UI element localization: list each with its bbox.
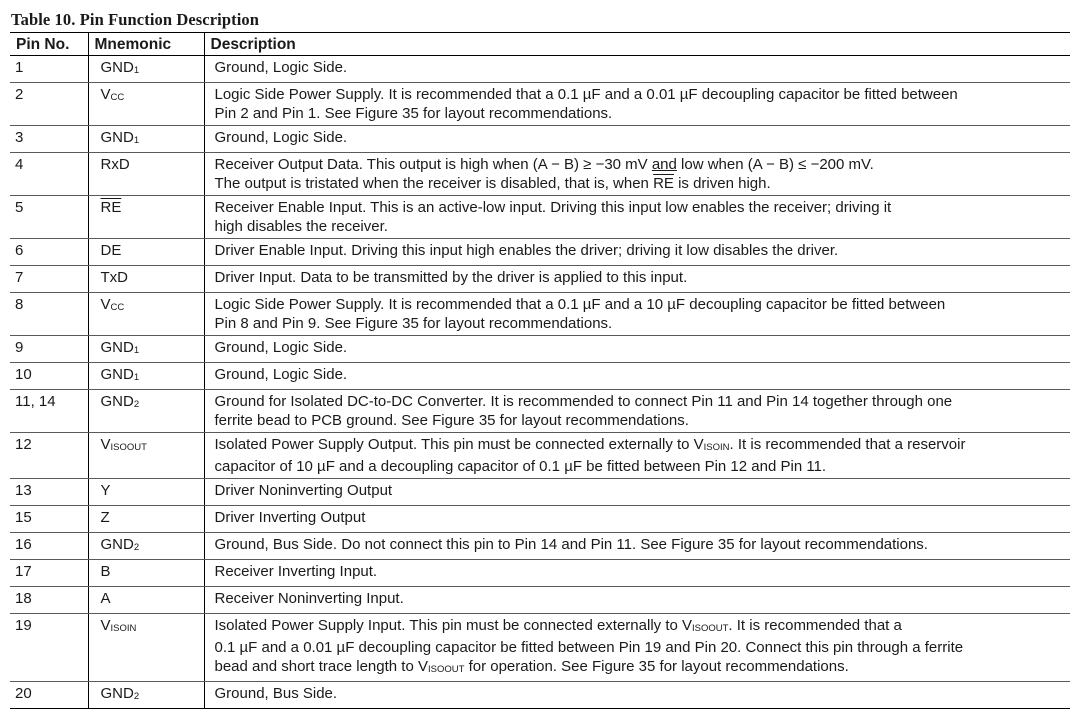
- mnemonic: TxD: [88, 266, 204, 293]
- mnemonic: GND2: [88, 390, 204, 433]
- table-row: [10, 682, 1070, 709]
- table-row: [10, 266, 1070, 293]
- pin-number: 9: [10, 336, 88, 363]
- description: Ground, Logic Side.: [204, 336, 1070, 363]
- pin-number: 20: [10, 682, 88, 709]
- mnemonic: RxD: [88, 153, 204, 196]
- mnemonic: GND2: [88, 682, 204, 709]
- table-row: [10, 153, 1070, 196]
- pin-number: 11, 14: [10, 390, 88, 433]
- mnemonic: B: [88, 560, 204, 587]
- mnemonic: GND1: [88, 363, 204, 390]
- table-row: [10, 363, 1070, 390]
- table-row: [10, 479, 1070, 506]
- pin-number: 3: [10, 126, 88, 153]
- description: Logic Side Power Supply. It is recommended that a 0.1 µF and a 0.01 µF decoupling capacitor be fitted between Pin 2 and Pin 1. See Figure 35 for layout recommendations.: [204, 83, 1070, 126]
- mnemonic: GND1: [88, 336, 204, 363]
- description: Logic Side Power Supply. It is recommended that a 0.1 µF and a 10 µF decoupling capacitor be fitted between Pin 8 and Pin 9. See Figure 35 for layout recommendations.: [204, 293, 1070, 336]
- pin-number: 12: [10, 433, 88, 479]
- table-row: [10, 56, 1070, 83]
- table-row: [10, 506, 1070, 533]
- pin-number: 2: [10, 83, 88, 126]
- pin-number: 8: [10, 293, 88, 336]
- mnemonic: GND1: [88, 56, 204, 83]
- mnemonic: VCC: [88, 83, 204, 126]
- mnemonic: Z: [88, 506, 204, 533]
- mnemonic: DE: [88, 239, 204, 266]
- table-row: [10, 587, 1070, 614]
- description: Ground, Logic Side.: [204, 56, 1070, 83]
- mnemonic: VISOOUT: [88, 433, 204, 479]
- description: Ground, Logic Side.: [204, 126, 1070, 153]
- description: Driver Enable Input. Driving this input high enables the driver; driving it low disables the driver.: [204, 239, 1070, 266]
- pin-number: 18: [10, 587, 88, 614]
- table-caption: Table 10. Pin Function Description: [11, 10, 260, 29]
- description: Isolated Power Supply Output. This pin must be connected externally to VISOIN. It is recommended that a reservoir capacitor of 10 µF and a decoupling capacitor of 0.1 µF be fitted between Pin 12 and Pin 11.: [204, 433, 1070, 479]
- mnemonic: GND1: [88, 126, 204, 153]
- pin-function-table: [10, 32, 1070, 709]
- description: Ground, Bus Side.: [204, 682, 1070, 709]
- pin-number: 16: [10, 533, 88, 560]
- description: Driver Inverting Output: [204, 506, 1070, 533]
- header-mnemonic: Mnemonic: [88, 33, 204, 56]
- mnemonic: VISOIN: [88, 614, 204, 682]
- table-row: [10, 533, 1070, 560]
- table-row: [10, 239, 1070, 266]
- description: Driver Input. Data to be transmitted by the driver is applied to this input.: [204, 266, 1070, 293]
- pin-number: 6: [10, 239, 88, 266]
- table-row: [10, 614, 1070, 682]
- table-row: [10, 560, 1070, 587]
- pin-number: 5: [10, 196, 88, 239]
- pin-number: 10: [10, 363, 88, 390]
- table-row: [10, 293, 1070, 336]
- mnemonic: $\overline{RE}$: [88, 196, 204, 239]
- pin-number: 15: [10, 506, 88, 533]
- description: Ground, Bus Side. Do not connect this pin to Pin 14 and Pin 11. See Figure 35 for layout recommendations.: [204, 533, 1070, 560]
- table-row: [10, 390, 1070, 433]
- pin-number: 13: [10, 479, 88, 506]
- description: Receiver Output Data. This output is high when (A − B) ≥ −30 mV and low when (A − B) ≤ −200 mV. The output is tristated when the receiver is disabled, that is, when $\overline{RE}$ is driven high.: [204, 153, 1070, 196]
- description: Isolated Power Supply Input. This pin must be connected externally to VISOOUT. It is recommended that a 0.1 µF and a 0.01 µF decoupling capacitor be fitted between Pin 19 and Pin 20. Connect this pin through a ferrite bead and short trace length to VISOOUT for operation. See Figure 35 for layout recommendations.: [204, 614, 1070, 682]
- pin-function-table-container: [10, 9, 1070, 709]
- table-row: [10, 336, 1070, 363]
- header-description: Description: [204, 33, 1070, 56]
- table-row: [10, 126, 1070, 153]
- pin-number: 1: [10, 56, 88, 83]
- description: Ground for Isolated DC-to-DC Converter. It is recommended to connect Pin 11 and Pin 14 together through one ferrite bead to PCB ground. See Figure 35 for layout recommendations.: [204, 390, 1070, 433]
- description: Receiver Enable Input. This is an active-low input. Driving this input low enables the receiver; driving it high disables the receiver.: [204, 196, 1070, 239]
- mnemonic: Y: [88, 479, 204, 506]
- pin-number: 7: [10, 266, 88, 293]
- pin-number: 17: [10, 560, 88, 587]
- mnemonic: VCC: [88, 293, 204, 336]
- description: Driver Noninverting Output: [204, 479, 1070, 506]
- pin-number: 19: [10, 614, 88, 682]
- table-row: [10, 196, 1070, 239]
- description: Receiver Inverting Input.: [204, 560, 1070, 587]
- table-header-row: [10, 33, 1070, 56]
- mnemonic: GND2: [88, 533, 204, 560]
- description: Receiver Noninverting Input.: [204, 587, 1070, 614]
- mnemonic: A: [88, 587, 204, 614]
- description: Ground, Logic Side.: [204, 363, 1070, 390]
- table-row: [10, 433, 1070, 479]
- table-row: [10, 83, 1070, 126]
- header-pin-no: Pin No.: [10, 33, 88, 56]
- pin-number: 4: [10, 153, 88, 196]
